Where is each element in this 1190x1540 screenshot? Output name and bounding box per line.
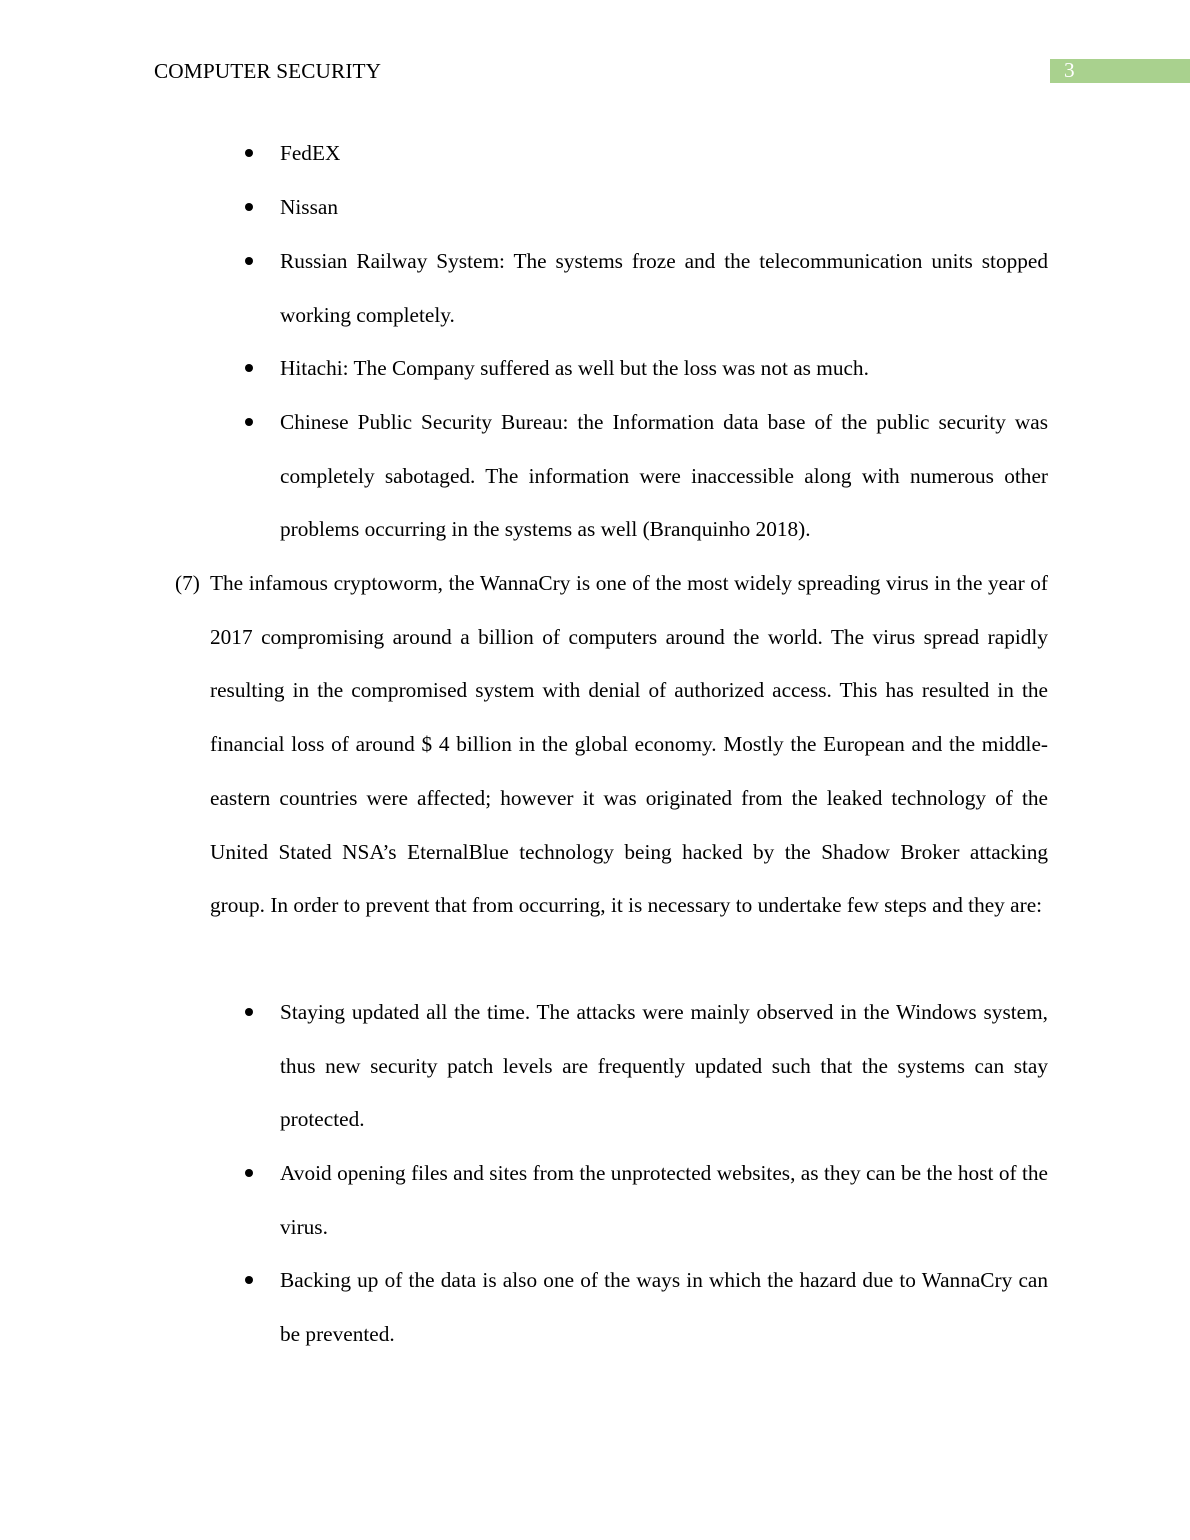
bullet-icon bbox=[245, 1169, 253, 1177]
page-number-box bbox=[1050, 59, 1190, 83]
list-item: Avoid opening files and sites from the unprotected websites, as they can be the host of the virus. bbox=[280, 1161, 1048, 1239]
numbered-item-paragraph: The infamous cryptoworm, the WannaCry is one of the most widely spreading virus in the year of 2017 compromising around a billion of computers around the world. The virus spread rapidly resulting in the compromised system with denial of authorized access. This has resulted in the financial loss of around $ 4 billion in the global economy. Mostly the European and the middle-eastern countries were affected; however it was originated from the leaked technology of the United Stated NSA’s EternalBlue technology being hacked by the Shadow Broker attacking group. In order to prevent that from occurring, it is necessary to undertake few steps and they are: bbox=[210, 571, 1048, 918]
bullet-icon bbox=[245, 1276, 253, 1284]
bullet-icon bbox=[245, 418, 253, 426]
bullet-icon bbox=[245, 149, 253, 157]
list-item: Staying updated all the time. The attacks were mainly observed in the Windows system, thus new security patch levels are frequently updated such that the systems can stay protected. bbox=[280, 1000, 1048, 1132]
list-item: Nissan bbox=[280, 195, 338, 219]
running-header-title: COMPUTER SECURITY bbox=[154, 59, 382, 83]
page-number: 3 bbox=[1064, 58, 1075, 82]
bullet-icon bbox=[245, 1008, 253, 1016]
bullet-icon bbox=[245, 364, 253, 372]
bullet-icon bbox=[245, 257, 253, 265]
list-item: Hitachi: The Company suffered as well but the loss was not as much. bbox=[280, 356, 869, 380]
list-item: Chinese Public Security Bureau: the Information data base of the public security was completely sabotaged. The information were inaccessible along with numerous other problems occurring in the systems as well (Branquinho 2018). bbox=[280, 410, 1048, 542]
list-item: Backing up of the data is also one of the ways in which the hazard due to WannaCry can be prevented. bbox=[280, 1268, 1048, 1346]
list-item: FedEX bbox=[280, 141, 341, 165]
numbered-item-label: (7) bbox=[175, 571, 200, 595]
bullet-icon bbox=[245, 203, 253, 211]
list-item: Russian Railway System: The systems froze and the telecommunication units stopped working completely. bbox=[280, 249, 1048, 327]
